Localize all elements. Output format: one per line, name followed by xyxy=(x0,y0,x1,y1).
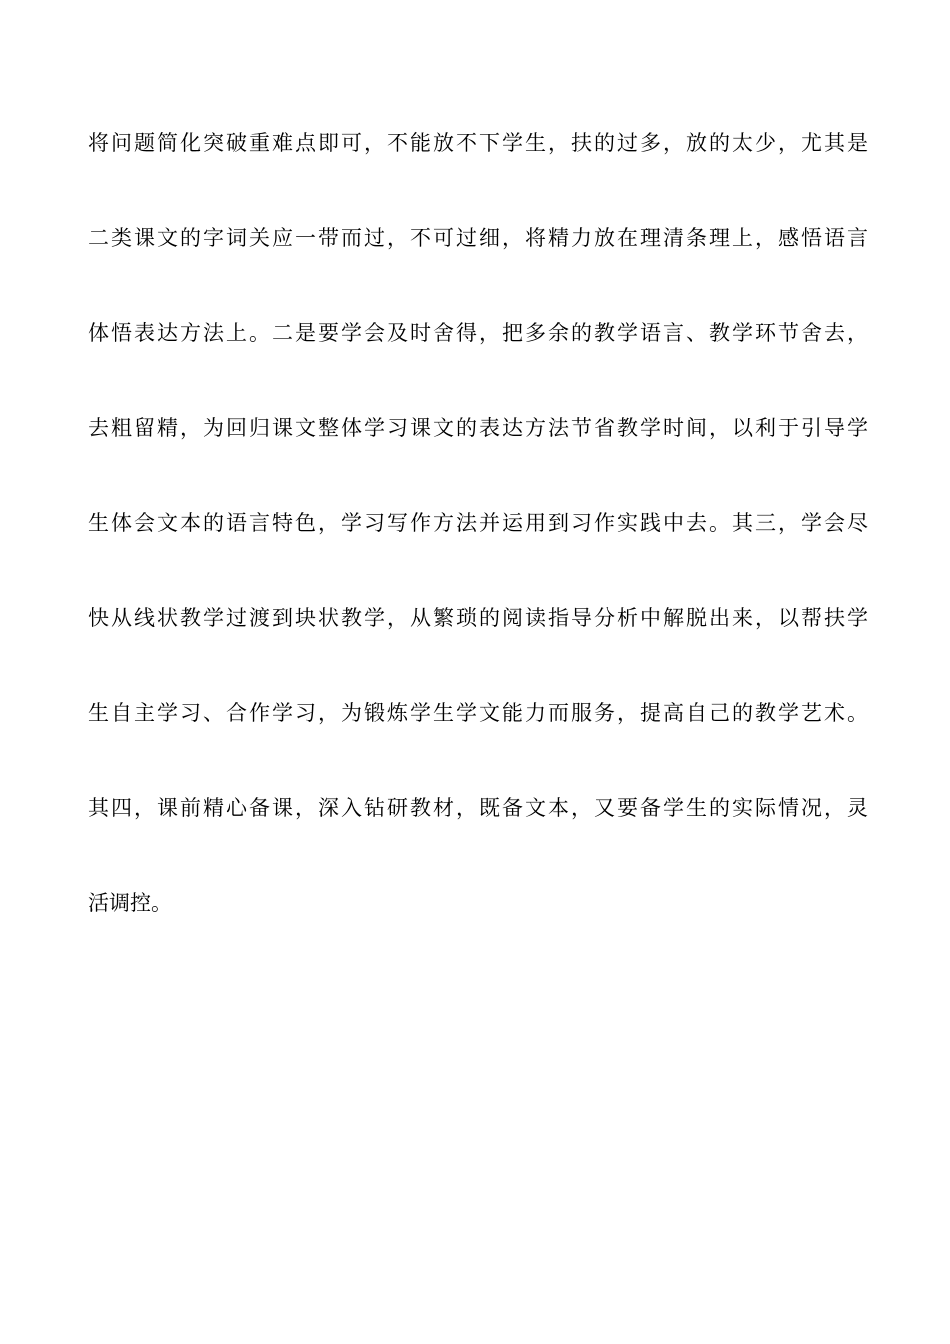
text-line: 将问题简化突破重难点即可，不能放不下学生，扶的过多，放的太少，尤其是 xyxy=(88,131,868,155)
text-line: 去粗留精，为回归课文整体学习课文的表达方法节省教学时间，以利于引导学 xyxy=(88,416,868,440)
body-paragraph xyxy=(88,119,868,974)
text-line: 其四，课前精心备课，深入钻研教材，既备文本，又要备学生的实际情况，灵 xyxy=(88,796,868,820)
text-line: 快从线状教学过渡到块状教学，从繁琐的阅读指导分析中解脱出来，以帮扶学 xyxy=(88,606,868,630)
text-line: 生体会文本的语言特色，学习写作方法并运用到习作实践中去。其三，学会尽 xyxy=(88,511,868,535)
text-line: 体悟表达方法上。二是要学会及时舍得，把多余的教学语言、教学环节舍去， xyxy=(88,321,868,345)
text-line: 活调控。 xyxy=(88,891,172,915)
text-line: 生自主学习、合作学习，为锻炼学生学文能力而服务，提高自己的教学艺术。 xyxy=(88,701,868,725)
text-line: 二类课文的字词关应一带而过，不可过细，将精力放在理清条理上，感悟语言 xyxy=(88,226,868,250)
